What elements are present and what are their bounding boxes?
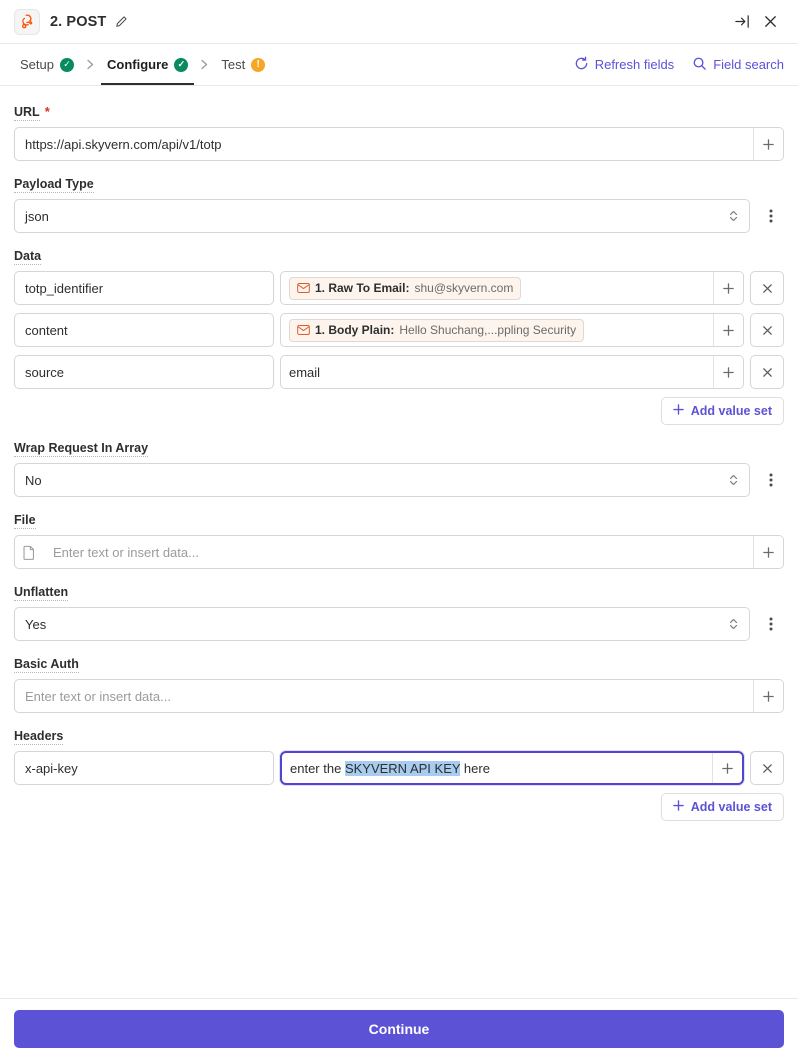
wrap-request-row [14, 463, 784, 497]
headers-add-value-set-label: Add value set [690, 800, 772, 814]
payload-type-label-row [14, 177, 784, 199]
payload-type-value: json [25, 208, 49, 224]
headers-value-inner [282, 753, 712, 783]
file-label: File [14, 513, 36, 527]
url-input[interactable]: https://api.skyvern.com/api/v1/totp [25, 136, 222, 152]
headers-remove-row-button[interactable] [750, 751, 784, 785]
field-basic-auth [14, 657, 784, 713]
data-add-value-set-row [14, 397, 784, 425]
basic-auth-label-row [14, 657, 784, 679]
file-input[interactable]: Enter text or insert data... [53, 544, 199, 560]
search-icon [692, 56, 707, 74]
plus-icon-2 [673, 800, 684, 814]
data-value-inner-3 [281, 356, 713, 388]
chevron-updown-icon-3 [728, 616, 739, 632]
wrap-label-row [14, 441, 784, 463]
url-input-wrap[interactable] [14, 127, 784, 161]
field-search-button[interactable] [692, 56, 784, 74]
payload-type-more-options-icon[interactable] [758, 199, 784, 233]
headers-label-row [14, 729, 784, 751]
field-wrap-request-in-array [14, 441, 784, 497]
field-payload-type [14, 177, 784, 233]
headers-value-suffix: here [460, 760, 490, 776]
field-search-label: Field search [713, 57, 784, 72]
tab-configure[interactable] [101, 44, 194, 85]
basic-auth-input[interactable]: Enter text or insert data... [25, 688, 171, 704]
url-required-marker: * [44, 104, 50, 119]
close-icon[interactable] [756, 8, 784, 36]
tab-setup[interactable] [14, 44, 80, 85]
headers-value-input[interactable] [280, 751, 744, 785]
titlebar [0, 0, 798, 44]
data-label: Data [14, 249, 42, 263]
payload-type-row [14, 199, 784, 233]
tab-test-label: Test [221, 57, 246, 72]
file-label-row [14, 513, 784, 535]
basic-auth-label: Basic Auth [14, 657, 79, 671]
chevron-updown-icon [728, 208, 739, 224]
unflatten-value: Yes [25, 616, 47, 632]
wrap-request-select[interactable] [14, 463, 750, 497]
data-token-1[interactable] [289, 277, 521, 300]
data-remove-row-button-1[interactable] [750, 271, 784, 305]
unflatten-label: Unflatten [14, 585, 69, 599]
tab-configure-status-icon: ✓ [174, 58, 188, 72]
headers-insert-data-button[interactable] [712, 753, 742, 783]
headers-key-input[interactable]: x-api-key [14, 751, 274, 785]
steps-bar [0, 44, 798, 86]
unflatten-label-row [14, 585, 784, 607]
data-insert-data-button-2[interactable] [713, 314, 743, 346]
data-key-input-3[interactable]: source [14, 355, 274, 389]
plus-icon [673, 404, 684, 418]
field-data [14, 249, 784, 425]
data-row-1 [14, 271, 784, 305]
data-row-3 [14, 355, 784, 389]
data-insert-data-button-3[interactable] [713, 356, 743, 388]
headers-row-1 [14, 751, 784, 785]
headers-add-value-set-button[interactable] [661, 793, 784, 821]
data-label-row [14, 249, 784, 271]
envelope-icon [297, 281, 310, 296]
url-label: URL [14, 105, 40, 119]
headers-value-text [290, 761, 490, 776]
data-insert-data-button-1[interactable] [713, 272, 743, 304]
data-add-value-set-button[interactable] [661, 397, 784, 425]
wrap-request-more-options-icon[interactable] [758, 463, 784, 497]
data-token-label-2: 1. Body Plain: [315, 323, 395, 337]
refresh-icon [574, 56, 589, 74]
data-key-input-1[interactable]: totp_identifier [14, 271, 274, 305]
chevron-right-icon-2 [200, 59, 209, 70]
basic-auth-insert-data-button[interactable] [753, 680, 783, 712]
wrap-request-value: No [25, 472, 42, 488]
chevron-updown-icon-2 [728, 472, 739, 488]
data-remove-row-button-2[interactable] [750, 313, 784, 347]
data-value-inner-1 [281, 272, 713, 304]
form-body [0, 86, 798, 998]
tab-test-status-icon: ! [251, 58, 265, 72]
data-token-label-1: 1. Raw To Email: [315, 281, 410, 295]
file-insert-data-button[interactable] [753, 536, 783, 568]
refresh-fields-label: Refresh fields [594, 57, 675, 72]
headers-value-selection: SKYVERN API KEY [344, 760, 461, 776]
unflatten-more-options-icon[interactable] [758, 607, 784, 641]
data-add-value-set-label: Add value set [690, 404, 772, 418]
data-remove-row-button-3[interactable] [750, 355, 784, 389]
data-row-2 [14, 313, 784, 347]
step-tabs [14, 44, 271, 85]
unflatten-row [14, 607, 784, 641]
page-title: 2. POST [50, 13, 107, 30]
headers-add-value-set-row [14, 793, 784, 821]
data-value-inner-2 [281, 314, 713, 346]
field-unflatten [14, 585, 784, 641]
data-token-value-2: Hello Shuchang,...ppling Security [399, 323, 577, 337]
field-url [14, 104, 784, 161]
wrap-request-label: Wrap Request In Array [14, 441, 149, 455]
data-key-input-2[interactable]: content [14, 313, 274, 347]
tab-setup-status-icon: ✓ [60, 58, 74, 72]
tab-test[interactable] [215, 44, 271, 85]
data-value-input-1[interactable] [280, 271, 744, 305]
data-value-text-3: email [289, 364, 321, 380]
unflatten-select[interactable] [14, 607, 750, 641]
refresh-fields-button[interactable] [574, 56, 674, 74]
footer [0, 998, 798, 1058]
zapier-webhooks-icon [14, 9, 40, 35]
payload-type-select[interactable] [14, 199, 750, 233]
data-value-input-3[interactable] [280, 355, 744, 389]
headers-value-prefix: enter the [290, 760, 345, 776]
continue-button[interactable]: Continue [14, 1010, 784, 1048]
field-headers [14, 729, 784, 821]
url-label-row [14, 104, 784, 127]
envelope-icon-2 [297, 323, 310, 338]
data-value-input-2[interactable] [280, 313, 744, 347]
chevron-right-icon [86, 59, 95, 70]
document-icon [15, 536, 43, 568]
url-insert-data-button[interactable] [753, 128, 783, 160]
data-token-value-1: shu@skyvern.com [414, 281, 514, 295]
field-file [14, 513, 784, 569]
headers-label: Headers [14, 729, 64, 743]
data-token-2[interactable] [289, 319, 584, 342]
tab-configure-label: Configure [106, 57, 169, 72]
basic-auth-input-wrap[interactable] [14, 679, 784, 713]
collapse-panel-icon[interactable] [728, 8, 756, 36]
payload-type-label: Payload Type [14, 177, 94, 191]
file-input-wrap[interactable] [14, 535, 784, 569]
tab-setup-label: Setup [20, 57, 54, 72]
pencil-icon[interactable] [114, 15, 128, 29]
